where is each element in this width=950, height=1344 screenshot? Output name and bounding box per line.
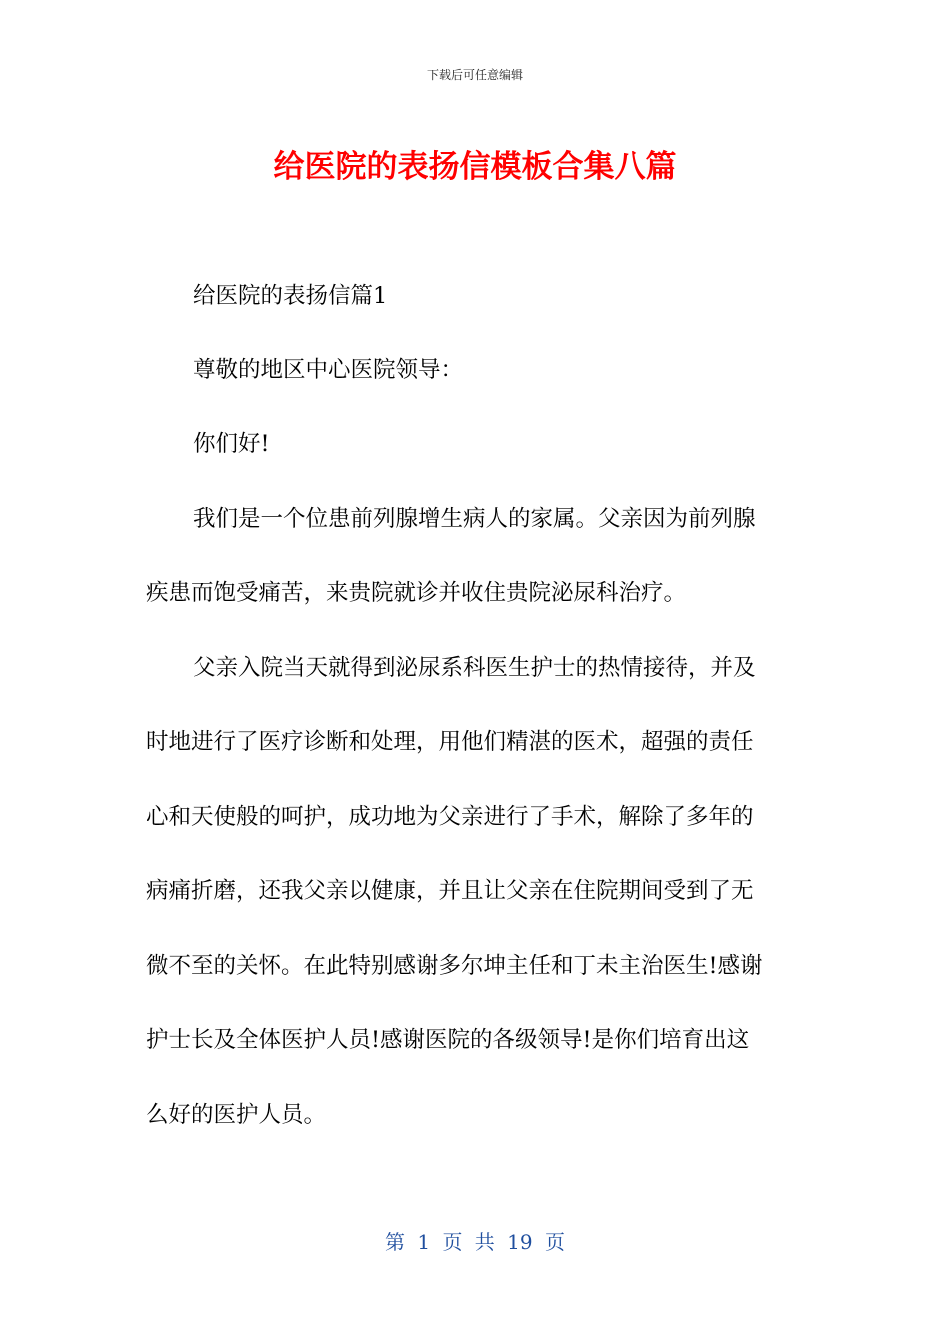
paragraph-line: 微不至的关怀。在此特别感谢多尔坤主任和丁未主治医生!感谢 xyxy=(146,953,763,979)
paragraph-line: 心和天使般的呵护，成功地为父亲进行了手术，解除了多年的 xyxy=(146,804,754,830)
paragraph-line: 时地进行了医疗诊断和处理，用他们精湛的医术，超强的责任 xyxy=(146,729,754,755)
paragraph-line: 护士长及全体医护人员!感谢医院的各级领导!是你们培育出这 xyxy=(146,1027,750,1053)
page-number-footer: 第 1 页 共 19 页 xyxy=(385,1230,565,1254)
document-title: 给医院的表扬信模板合集八篇 xyxy=(273,149,677,185)
section-heading: 给医院的表扬信篇1 xyxy=(193,283,388,309)
paragraph-line: 疾患而饱受痛苦，来贵院就诊并收住贵院泌尿科治疗。 xyxy=(146,580,687,606)
paragraph-line: 么好的医护人员。 xyxy=(146,1102,327,1128)
salutation-line: 尊敬的地区中心医院领导： xyxy=(193,357,464,383)
page-header-note: 下载后可任意编辑 xyxy=(426,68,523,82)
paragraph-line: 我们是一个位患前列腺增生病人的家属。父亲因为前列腺 xyxy=(193,506,756,532)
paragraph-line: 病痛折磨，还我父亲以健康，并且让父亲在住院期间受到了无 xyxy=(146,878,754,904)
greeting-line: 你们好! xyxy=(193,431,270,457)
paragraph-line: 父亲入院当天就得到泌尿系科医生护士的热情接待，并及 xyxy=(193,655,756,681)
